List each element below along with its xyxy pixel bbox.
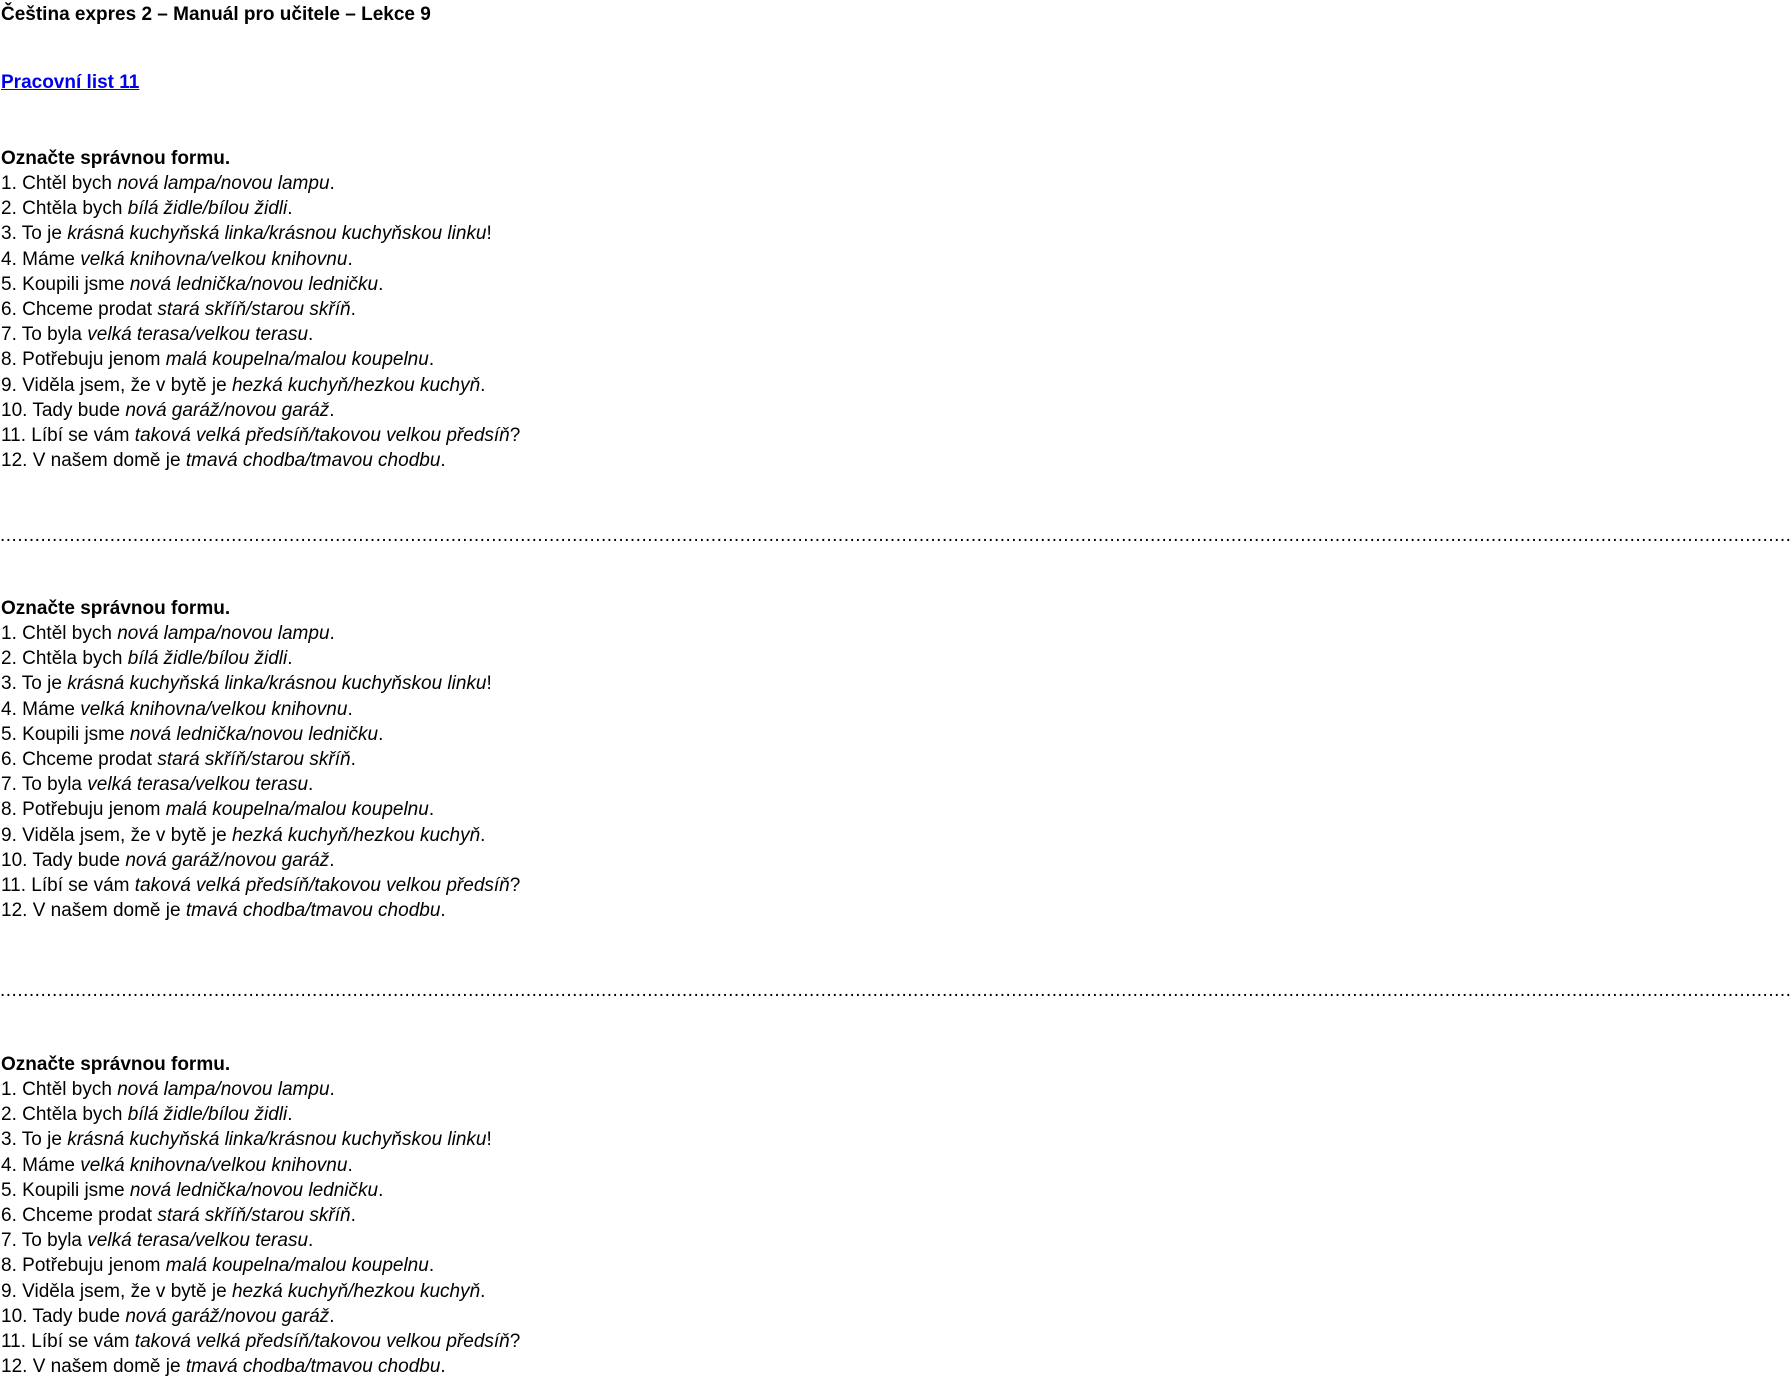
- exercise-section-3: [1, 1052, 957, 1379]
- item-number: 10.: [1, 1305, 28, 1327]
- separator-1: ......................................................................................................................................................................................................................................................................................................................: [0, 525, 1791, 546]
- item-number: 2.: [1, 198, 17, 220]
- item-options: bílá židle/bílou židli: [127, 648, 288, 670]
- item-punctuation: .: [428, 799, 435, 821]
- item-punctuation: .: [440, 900, 446, 922]
- item-number: 2.: [1, 1104, 17, 1126]
- item-options: velká knihovna/velkou knihovnu: [80, 1154, 348, 1176]
- item-options: velká terasa/velkou terasu: [87, 324, 309, 346]
- item-options: tmavá chodba/tmavou chodbu: [185, 900, 441, 922]
- item-number: 12.: [1, 1356, 28, 1378]
- item-sentence-start: To byla: [21, 324, 82, 346]
- item-number: 6.: [1, 1204, 17, 1226]
- item-sentence-start: To byla: [21, 774, 82, 796]
- exercise-item: [1, 423, 957, 448]
- item-punctuation: .: [480, 374, 486, 396]
- item-punctuation: .: [350, 748, 356, 770]
- item-number: 10.: [1, 399, 28, 421]
- item-options: krásná kuchyňská linka/krásnou kuchyňskou linku: [67, 1129, 487, 1151]
- exercise-heading: Označte správnou formu.: [1, 148, 231, 169]
- item-number: 11.: [1, 874, 27, 896]
- item-punctuation: .: [308, 1230, 314, 1252]
- item-punctuation: .: [350, 298, 356, 320]
- item-number: 10.: [1, 849, 28, 871]
- item-punctuation: .: [347, 698, 353, 720]
- exercise-item: [1, 1102, 957, 1127]
- item-sentence-start: To byla: [21, 1230, 82, 1252]
- exercise-item: [1, 1077, 957, 1102]
- item-sentence-start: To je: [21, 673, 62, 695]
- item-punctuation: .: [480, 1280, 486, 1302]
- item-options: krásná kuchyňská linka/krásnou kuchyňskou linku: [67, 223, 487, 245]
- exercise-item: [1, 671, 957, 696]
- item-options: hezká kuchyň/hezkou kuchyň: [231, 824, 481, 846]
- exercise-item: [1, 448, 957, 473]
- exercise-item: [1, 196, 957, 221]
- exercise-item: [1, 747, 957, 772]
- item-options: malá koupelna/malou koupelnu: [165, 349, 429, 371]
- item-punctuation: .: [329, 1305, 335, 1327]
- item-sentence-start: Potřebuju jenom: [22, 349, 161, 371]
- item-sentence-start: Máme: [22, 248, 75, 270]
- item-number: 1.: [1, 173, 17, 194]
- exercise-item: [1, 373, 957, 398]
- item-number: 5.: [1, 1179, 17, 1201]
- item-number: 11.: [1, 1330, 27, 1352]
- item-number: 5.: [1, 723, 17, 745]
- item-number: 8.: [1, 1255, 17, 1277]
- exercise-item: [1, 1203, 957, 1228]
- item-punctuation: .: [329, 1079, 335, 1100]
- item-options: nová lednička/novou ledničku: [129, 1179, 379, 1201]
- item-sentence-start: Chtěla bych: [22, 1104, 123, 1126]
- item-number: 7.: [1, 774, 17, 796]
- worksheet-link[interactable]: Pracovní list 11: [1, 72, 140, 93]
- item-sentence-start: Koupili jsme: [22, 723, 125, 745]
- item-punctuation: .: [329, 399, 335, 421]
- exercise-item: [1, 697, 957, 722]
- item-options: tmavá chodba/tmavou chodbu: [185, 1356, 441, 1378]
- exercise-item: [1, 1354, 957, 1379]
- exercise-item: [1, 1253, 957, 1278]
- exercise-item: [1, 272, 957, 297]
- exercise-section-1: [1, 146, 957, 473]
- separator-2: ......................................................................................................................................................................................................................................................................................................................: [0, 980, 1791, 1001]
- item-sentence-start: Chceme prodat: [22, 298, 153, 320]
- item-sentence-start: Koupili jsme: [22, 273, 125, 295]
- item-number: 7.: [1, 1230, 17, 1252]
- exercise-item: [1, 171, 957, 196]
- item-punctuation: .: [440, 450, 446, 472]
- item-number: 12.: [1, 900, 28, 922]
- exercise-item: [1, 1127, 957, 1152]
- item-number: 8.: [1, 799, 17, 821]
- exercise-item: [1, 322, 957, 347]
- exercise-item: [1, 221, 957, 246]
- item-sentence-start: Tady bude: [32, 1305, 121, 1327]
- item-punctuation: .: [308, 774, 314, 796]
- item-sentence-start: Chceme prodat: [22, 748, 153, 770]
- item-options: stará skříň/starou skříň: [157, 1204, 351, 1226]
- item-number: 4.: [1, 698, 17, 720]
- exercise-heading: Označte správnou formu.: [1, 1054, 231, 1075]
- exercise-item: [1, 1329, 957, 1354]
- item-punctuation: .: [428, 1255, 435, 1277]
- item-options: velká knihovna/velkou knihovnu: [80, 248, 348, 270]
- item-number: 5.: [1, 273, 17, 295]
- item-options: krásná kuchyňská linka/krásnou kuchyňskou linku: [67, 673, 487, 695]
- item-punctuation: .: [378, 723, 384, 745]
- exercise-item: [1, 722, 957, 747]
- item-options: stará skříň/starou skříň: [157, 298, 351, 320]
- exercise-item: [1, 398, 957, 423]
- item-number: 9.: [1, 1280, 17, 1302]
- item-sentence-start: V našem domě je: [32, 1356, 181, 1378]
- exercise-item: [1, 297, 957, 322]
- item-number: 6.: [1, 748, 17, 770]
- item-number: 6.: [1, 298, 17, 320]
- item-number: 9.: [1, 824, 17, 846]
- item-options: bílá židle/bílou židli: [127, 198, 288, 220]
- item-options: nová garáž/novou garáž: [125, 399, 330, 421]
- item-options: taková velká předsíň/takovou velkou předsíň: [134, 424, 510, 446]
- exercise-item: [1, 646, 957, 671]
- item-punctuation: ?: [509, 1330, 521, 1352]
- document-title: Čeština expres 2 – Manuál pro učitele – Lekce 9: [1, 4, 431, 25]
- item-sentence-start: Koupili jsme: [22, 1179, 125, 1201]
- item-options: malá koupelna/malou koupelnu: [165, 1255, 429, 1277]
- item-number: 11.: [1, 424, 27, 446]
- exercise-item: [1, 873, 957, 898]
- item-number: 9.: [1, 374, 17, 396]
- item-options: taková velká předsíň/takovou velkou předsíň: [134, 874, 510, 896]
- exercise-section-2: [1, 596, 957, 923]
- item-options: taková velká předsíň/takovou velkou předsíň: [134, 1330, 510, 1352]
- item-punctuation: .: [378, 1179, 384, 1201]
- item-punctuation: .: [480, 824, 486, 846]
- item-options: bílá židle/bílou židli: [127, 1104, 288, 1126]
- item-sentence-start: Chtěla bych: [22, 648, 123, 670]
- item-punctuation: !: [486, 1129, 492, 1151]
- item-punctuation: .: [329, 173, 335, 194]
- item-sentence-start: To je: [21, 1129, 62, 1151]
- item-sentence-start: Chtěla bych: [22, 198, 123, 220]
- exercise-heading: Označte správnou formu.: [1, 598, 231, 619]
- item-number: 1.: [1, 1079, 17, 1100]
- item-sentence-start: Chtěl bych: [22, 173, 112, 194]
- item-punctuation: !: [486, 673, 492, 695]
- item-number: 4.: [1, 1154, 17, 1176]
- item-options: velká knihovna/velkou knihovnu: [80, 698, 348, 720]
- item-number: 4.: [1, 248, 17, 270]
- item-punctuation: .: [378, 273, 384, 295]
- item-options: velká terasa/velkou terasu: [87, 1230, 309, 1252]
- item-sentence-start: Potřebuju jenom: [22, 1255, 161, 1277]
- exercise-item: [1, 797, 957, 822]
- item-number: 3.: [1, 1129, 17, 1151]
- item-sentence-start: Tady bude: [32, 399, 121, 421]
- item-punctuation: .: [428, 349, 435, 371]
- item-punctuation: !: [486, 223, 492, 245]
- exercise-item: [1, 621, 957, 646]
- item-punctuation: .: [440, 1356, 446, 1378]
- item-sentence-start: Líbí se vám: [31, 874, 130, 896]
- item-options: velká terasa/velkou terasu: [87, 774, 309, 796]
- item-punctuation: ?: [509, 874, 521, 896]
- item-sentence-start: Viděla jsem, že v bytě je: [22, 374, 227, 396]
- item-punctuation: .: [347, 1154, 353, 1176]
- exercise-item: [1, 848, 957, 873]
- item-options: nová garáž/novou garáž: [125, 849, 330, 871]
- exercise-item: [1, 1279, 957, 1304]
- item-options: nová garáž/novou garáž: [125, 1305, 330, 1327]
- item-punctuation: .: [287, 648, 293, 670]
- item-options: nová lampa/novou lampu: [117, 173, 330, 194]
- item-number: 3.: [1, 223, 17, 245]
- item-options: nová lednička/novou ledničku: [129, 723, 379, 745]
- item-sentence-start: Líbí se vám: [31, 424, 130, 446]
- item-punctuation: .: [287, 1104, 293, 1126]
- item-punctuation: .: [350, 1204, 356, 1226]
- item-sentence-start: Viděla jsem, že v bytě je: [22, 824, 227, 846]
- item-sentence-start: Chtěl bych: [22, 1079, 112, 1100]
- exercise-item: [1, 898, 957, 923]
- exercise-item: [1, 247, 957, 272]
- item-number: 3.: [1, 673, 17, 695]
- item-sentence-start: Máme: [22, 1154, 75, 1176]
- exercise-item: [1, 823, 957, 848]
- item-punctuation: .: [287, 198, 293, 220]
- item-options: nová lednička/novou ledničku: [129, 273, 379, 295]
- item-sentence-start: Potřebuju jenom: [22, 799, 161, 821]
- item-sentence-start: To je: [21, 223, 62, 245]
- item-punctuation: ?: [509, 424, 521, 446]
- item-sentence-start: Viděla jsem, že v bytě je: [22, 1280, 227, 1302]
- item-sentence-start: V našem domě je: [32, 900, 181, 922]
- item-options: stará skříň/starou skříň: [157, 748, 351, 770]
- item-sentence-start: Chtěl bych: [22, 623, 112, 644]
- item-punctuation: .: [329, 623, 335, 644]
- item-options: nová lampa/novou lampu: [117, 1079, 330, 1100]
- item-sentence-start: V našem domě je: [32, 450, 181, 472]
- item-options: tmavá chodba/tmavou chodbu: [185, 450, 441, 472]
- item-number: 7.: [1, 324, 17, 346]
- exercise-item: [1, 347, 957, 372]
- item-number: 2.: [1, 648, 17, 670]
- item-number: 1.: [1, 623, 17, 644]
- item-punctuation: .: [329, 849, 335, 871]
- item-options: hezká kuchyň/hezkou kuchyň: [231, 374, 481, 396]
- item-options: hezká kuchyň/hezkou kuchyň: [231, 1280, 481, 1302]
- item-sentence-start: Máme: [22, 698, 75, 720]
- item-punctuation: .: [347, 248, 353, 270]
- item-options: malá koupelna/malou koupelnu: [165, 799, 429, 821]
- item-number: 8.: [1, 349, 17, 371]
- exercise-item: [1, 772, 957, 797]
- item-punctuation: .: [308, 324, 314, 346]
- item-sentence-start: Chceme prodat: [22, 1204, 153, 1226]
- item-sentence-start: Tady bude: [32, 849, 121, 871]
- item-options: nová lampa/novou lampu: [117, 623, 330, 644]
- item-number: 12.: [1, 450, 28, 472]
- exercise-item: [1, 1304, 957, 1329]
- exercise-item: [1, 1153, 957, 1178]
- item-sentence-start: Líbí se vám: [31, 1330, 130, 1352]
- exercise-item: [1, 1178, 957, 1203]
- exercise-item: [1, 1228, 957, 1253]
